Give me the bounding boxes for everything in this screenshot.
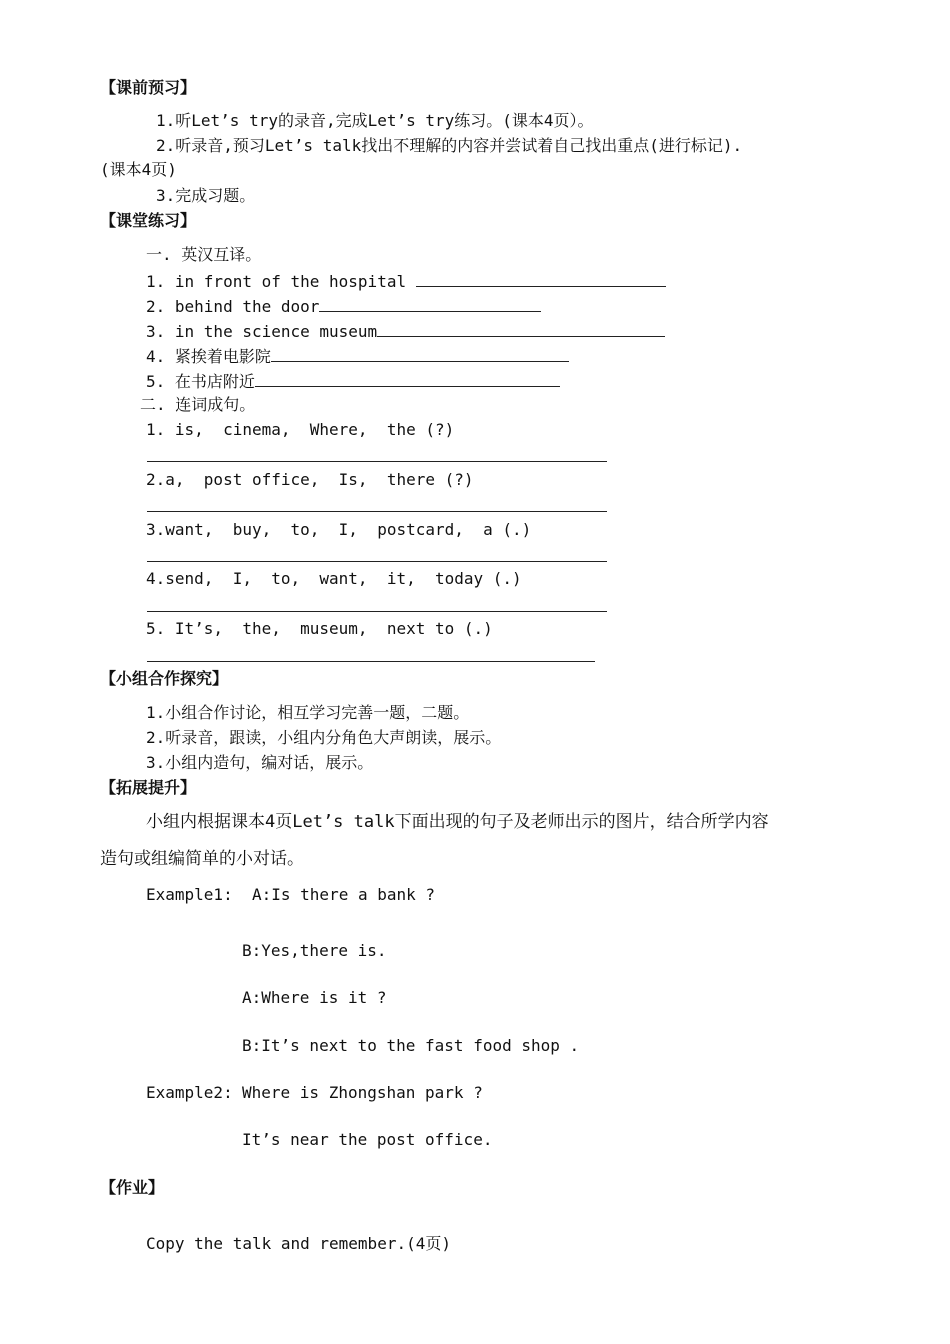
sentence-answer-line-5[interactable]: [147, 661, 595, 662]
sentence-answer-line-4[interactable]: [147, 611, 607, 612]
sentence-answer-line-1[interactable]: [147, 461, 607, 462]
translate-item-3-text: 3. in the science museum: [146, 322, 378, 341]
sentence-answer-line-2[interactable]: [147, 511, 607, 512]
sentence-item-1: 1. is, cinema, Where, the (?): [146, 420, 455, 439]
extension-intro-line-1: 小组内根据课本4页Let’s talk下面出现的句子及老师出示的图片，结合所学内容: [146, 812, 769, 832]
sentence-item-5: 5. It’s, the, museum, next to (.): [146, 619, 493, 638]
example1-label: Example1:: [146, 885, 233, 904]
preview-item-1: 1.听Let’s try的录音,完成Let’s try练习。(课本4页）。: [156, 111, 594, 130]
example2-answer: It’s near the post office.: [242, 1130, 493, 1149]
section-heading-group: 【小组合作探究】: [100, 669, 229, 688]
section-heading-homework: 【作业】: [100, 1178, 165, 1197]
sentence-item-3: 3.want, buy, to, I, postcard, a (.): [146, 520, 532, 539]
example1-line-a2: A:Where is it ?: [242, 988, 387, 1007]
practice-part1-title: 一. 英汉互译。: [146, 245, 262, 264]
translate-answer-blank-3[interactable]: [377, 320, 665, 337]
preview-item-3: 3.完成习题。: [156, 186, 256, 205]
section-heading-preview: 【课前预习】: [100, 78, 197, 97]
homework-text: Copy the talk and remember.(4页): [146, 1234, 451, 1253]
example2-question: Where is Zhongshan park ?: [242, 1083, 483, 1102]
translate-item-5: [146, 370, 560, 392]
sentence-item-2: 2.a, post office, Is, there (?): [146, 470, 474, 489]
group-item-1: 1.小组合作讨论，相互学习完善一题，二题。: [146, 703, 470, 722]
section-heading-practice: 【课堂练习】: [100, 211, 197, 230]
example1-line-b1: B:Yes,there is.: [242, 941, 387, 960]
extension-intro-line-2: 造句或组编简单的小对话。: [100, 849, 304, 869]
section-heading-extension: 【拓展提升】: [100, 778, 197, 797]
translate-answer-blank-2[interactable]: [319, 295, 541, 312]
preview-item-2: 2.听录音,预习Let’s talk找出不理解的内容并尝试着自己找出重点(进行标记).: [156, 136, 743, 155]
example1-line-b2: B:It’s next to the fast food shop .: [242, 1036, 580, 1055]
translate-answer-blank-5[interactable]: [255, 370, 560, 387]
example2-label: Example2:: [146, 1083, 233, 1102]
sentence-item-4: 4.send, I, to, want, it, today (.): [146, 569, 522, 588]
group-item-3: 3.小组内造句，编对话，展示。: [146, 753, 374, 772]
translate-answer-blank-4[interactable]: [271, 345, 569, 362]
translate-item-2-text: 2. behind the door: [146, 297, 320, 316]
translate-item-1: [146, 270, 666, 292]
translate-item-3: [146, 320, 665, 342]
translate-item-5-text: 5. 在书店附近: [146, 372, 255, 391]
translate-item-2: [146, 295, 541, 317]
practice-part2-title: 二. 连词成句。: [140, 395, 256, 414]
group-item-2: 2.听录音，跟读，小组内分角色大声朗读，展示。: [146, 728, 502, 747]
translate-item-1-text: 1. in front of the hospital: [146, 272, 416, 291]
preview-item-2-cont: (课本4页): [100, 160, 177, 179]
translate-item-4-text: 4. 紧挨着电影院: [146, 347, 271, 366]
sentence-answer-line-3[interactable]: [147, 561, 607, 562]
translate-item-4: [146, 345, 569, 367]
translate-answer-blank-1[interactable]: [416, 270, 666, 287]
example1-line-a1: A:Is there a bank ?: [252, 885, 436, 904]
